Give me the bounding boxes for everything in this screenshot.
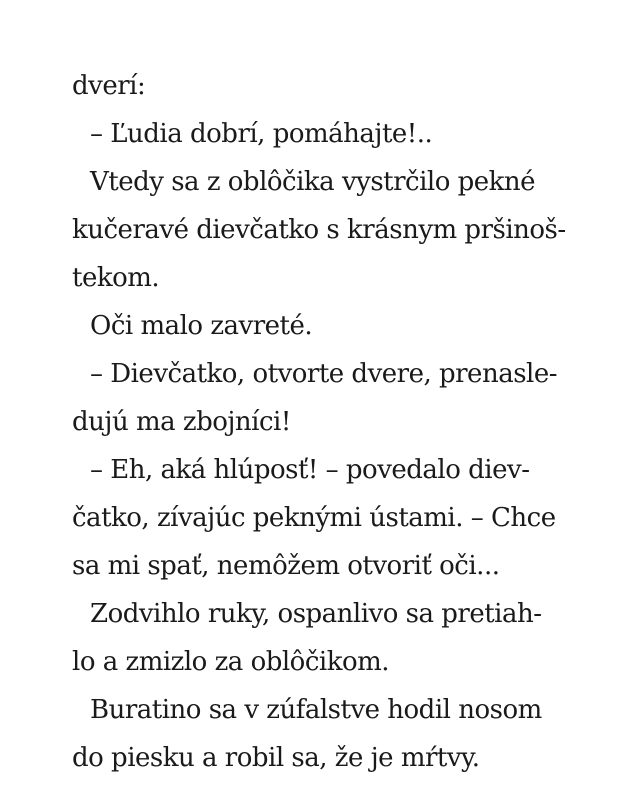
text-line: – Eh, aká hlúposť! – povedalo diev- xyxy=(90,455,530,485)
text-line: Oči malo zavreté. xyxy=(90,311,313,341)
text-line: Zodvihlo ruky, ospanlivo sa pretiah- xyxy=(90,599,542,629)
text-line: čatko, zívajúc peknými ústami. – Chce xyxy=(72,503,556,533)
text-line: dujú ma zbojníci! xyxy=(72,407,291,437)
text-line: Vtedy sa z oblôčika vystrčilo pekné xyxy=(90,167,536,197)
text-line: tekom. xyxy=(72,263,160,293)
text-line: lo a zmizlo za oblôčikom. xyxy=(72,647,390,677)
page-text xyxy=(72,62,572,782)
text-line: kučeravé dievčatko s krásnym pršinoš- xyxy=(72,215,566,245)
text-line: do piesku a robil sa, že je mŕtvy. xyxy=(72,743,480,773)
text-line: sa mi spať, nemôžem otvoriť oči... xyxy=(72,551,500,581)
text-line: Buratino sa v zúfalstve hodil nosom xyxy=(90,695,542,725)
text-line: dverí: xyxy=(72,71,146,101)
text-line: – Dievčatko, otvorte dvere, prenasle- xyxy=(90,359,558,389)
text-line: – Ľudia dobrí, pomáhajte!.. xyxy=(90,119,433,149)
